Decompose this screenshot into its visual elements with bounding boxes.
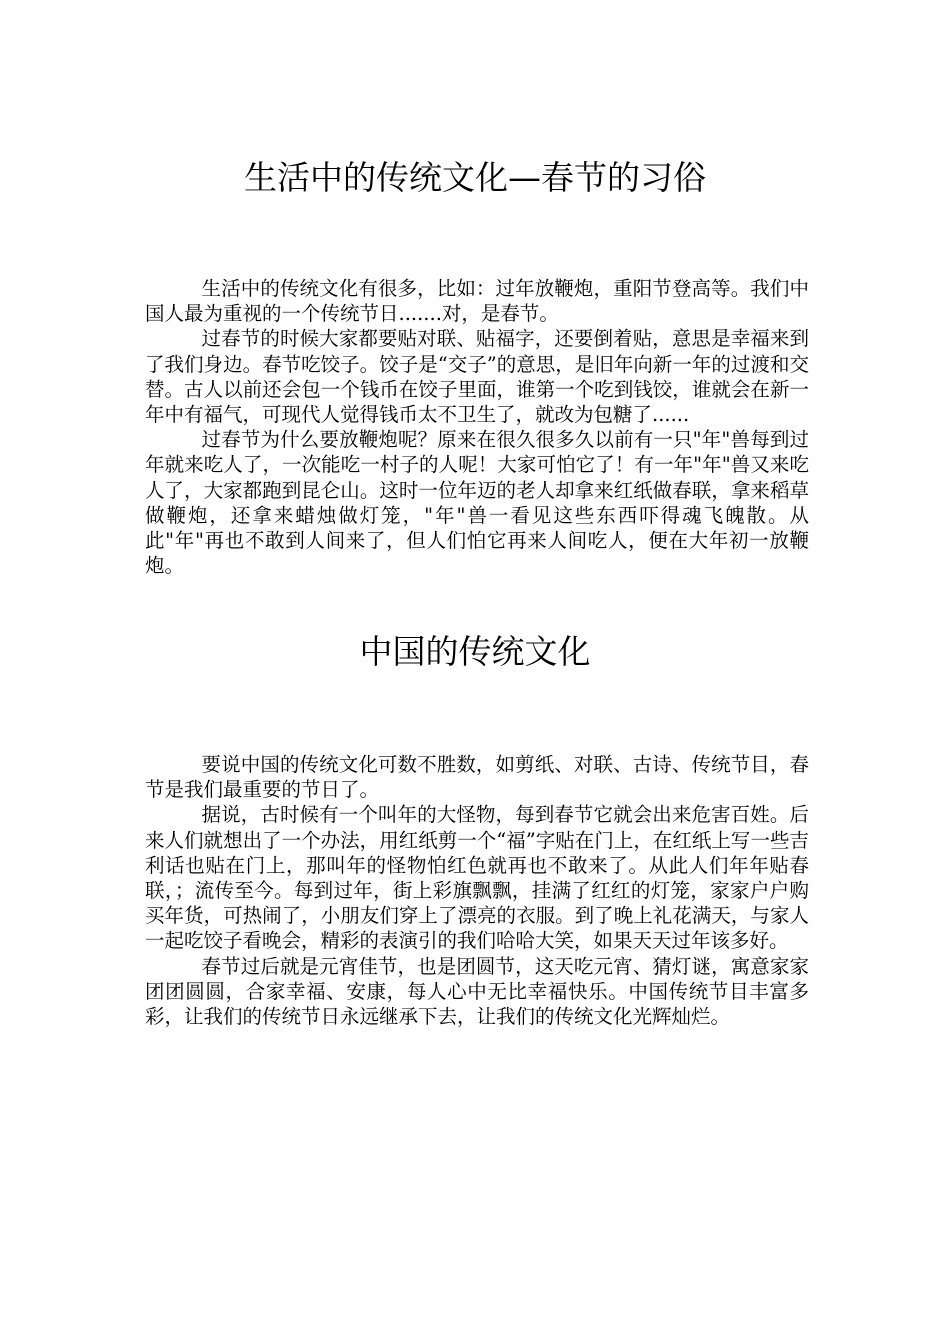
section-title-spring-festival-customs: 生活中的传统文化—春节的习俗 <box>244 158 706 197</box>
paragraph: 生活中的传统文化有很多，比如：过年放鞭炮，重阳节登高等。我们中国人最为重视的一个传统节日.......对，是春节。 <box>145 277 809 326</box>
section-body-chinese-traditional-culture <box>145 752 809 1029</box>
paragraph: 据说，古时候有一个叫年的大怪物，每到春节它就会出来危害百姓。后来人们就想出了一个办法，用红纸剪一个“福”字贴在门上，在红纸上写一些吉利话也贴在门上，那叫年的怪物怕红色就再也不敢来了。从此人们年年贴春联，；流传至今。每到过年，街上彩旗飘飘，挂满了红红的灯笼，家家户户购买年货，可热闹了，小朋友们穿上了漂亮的衣服。到了晚上礼花满天，与家人一起吃饺子看晚会，精彩的表演引的我们哈哈大笑，如果天天过年该多好。 <box>145 803 809 953</box>
paragraph: 要说中国的传统文化可数不胜数，如剪纸、对联、古诗、传统节目，春节是我们最重要的节日了。 <box>145 753 809 802</box>
paragraph: 过春节为什么要放鞭炮呢？原来在很久很多久以前有一只"年"兽每到过年就来吃人了，一次能吃一村子的人呢！大家可怕它了！有一年"年"兽又来吃人了，大家都跑到昆仑山。这时一位年迈的老人却拿来红纸做春联，拿来稻草做鞭炮，还拿来蜡烛做灯笼，"年"兽一看见这些东西吓得魂飞魄散。从此"年"再也不敢到人间来了，但人们怕它再来人间吃人，便在大年初一放鞭炮。 <box>145 428 809 578</box>
paragraph: 春节过后就是元宵佳节，也是团圆节，这天吃元宵、猜灯谜，寓意家家团团圆圆，合家幸福、安康，每人心中无比幸福快乐。中国传统节目丰富多彩，让我们的传统节日永远继承下去，让我们的传统文化光辉灿烂。 <box>145 954 809 1029</box>
paragraph: 过春节的时候大家都要贴对联、贴福字，还要倒着贴，意思是幸福来到了我们身边。春节吃饺子。饺子是“交子”的意思，是旧年向新一年的过渡和交替。古人以前还会包一个钱币在饺子里面，谁第一个吃到钱饺，谁就会在新一年中有福气，可现代人觉得钱币太不卫生了，就改为包糖了...... <box>145 327 809 427</box>
section-title-chinese-traditional-culture: 中国的传统文化 <box>359 632 591 671</box>
section-body-spring-festival-customs <box>145 276 809 578</box>
